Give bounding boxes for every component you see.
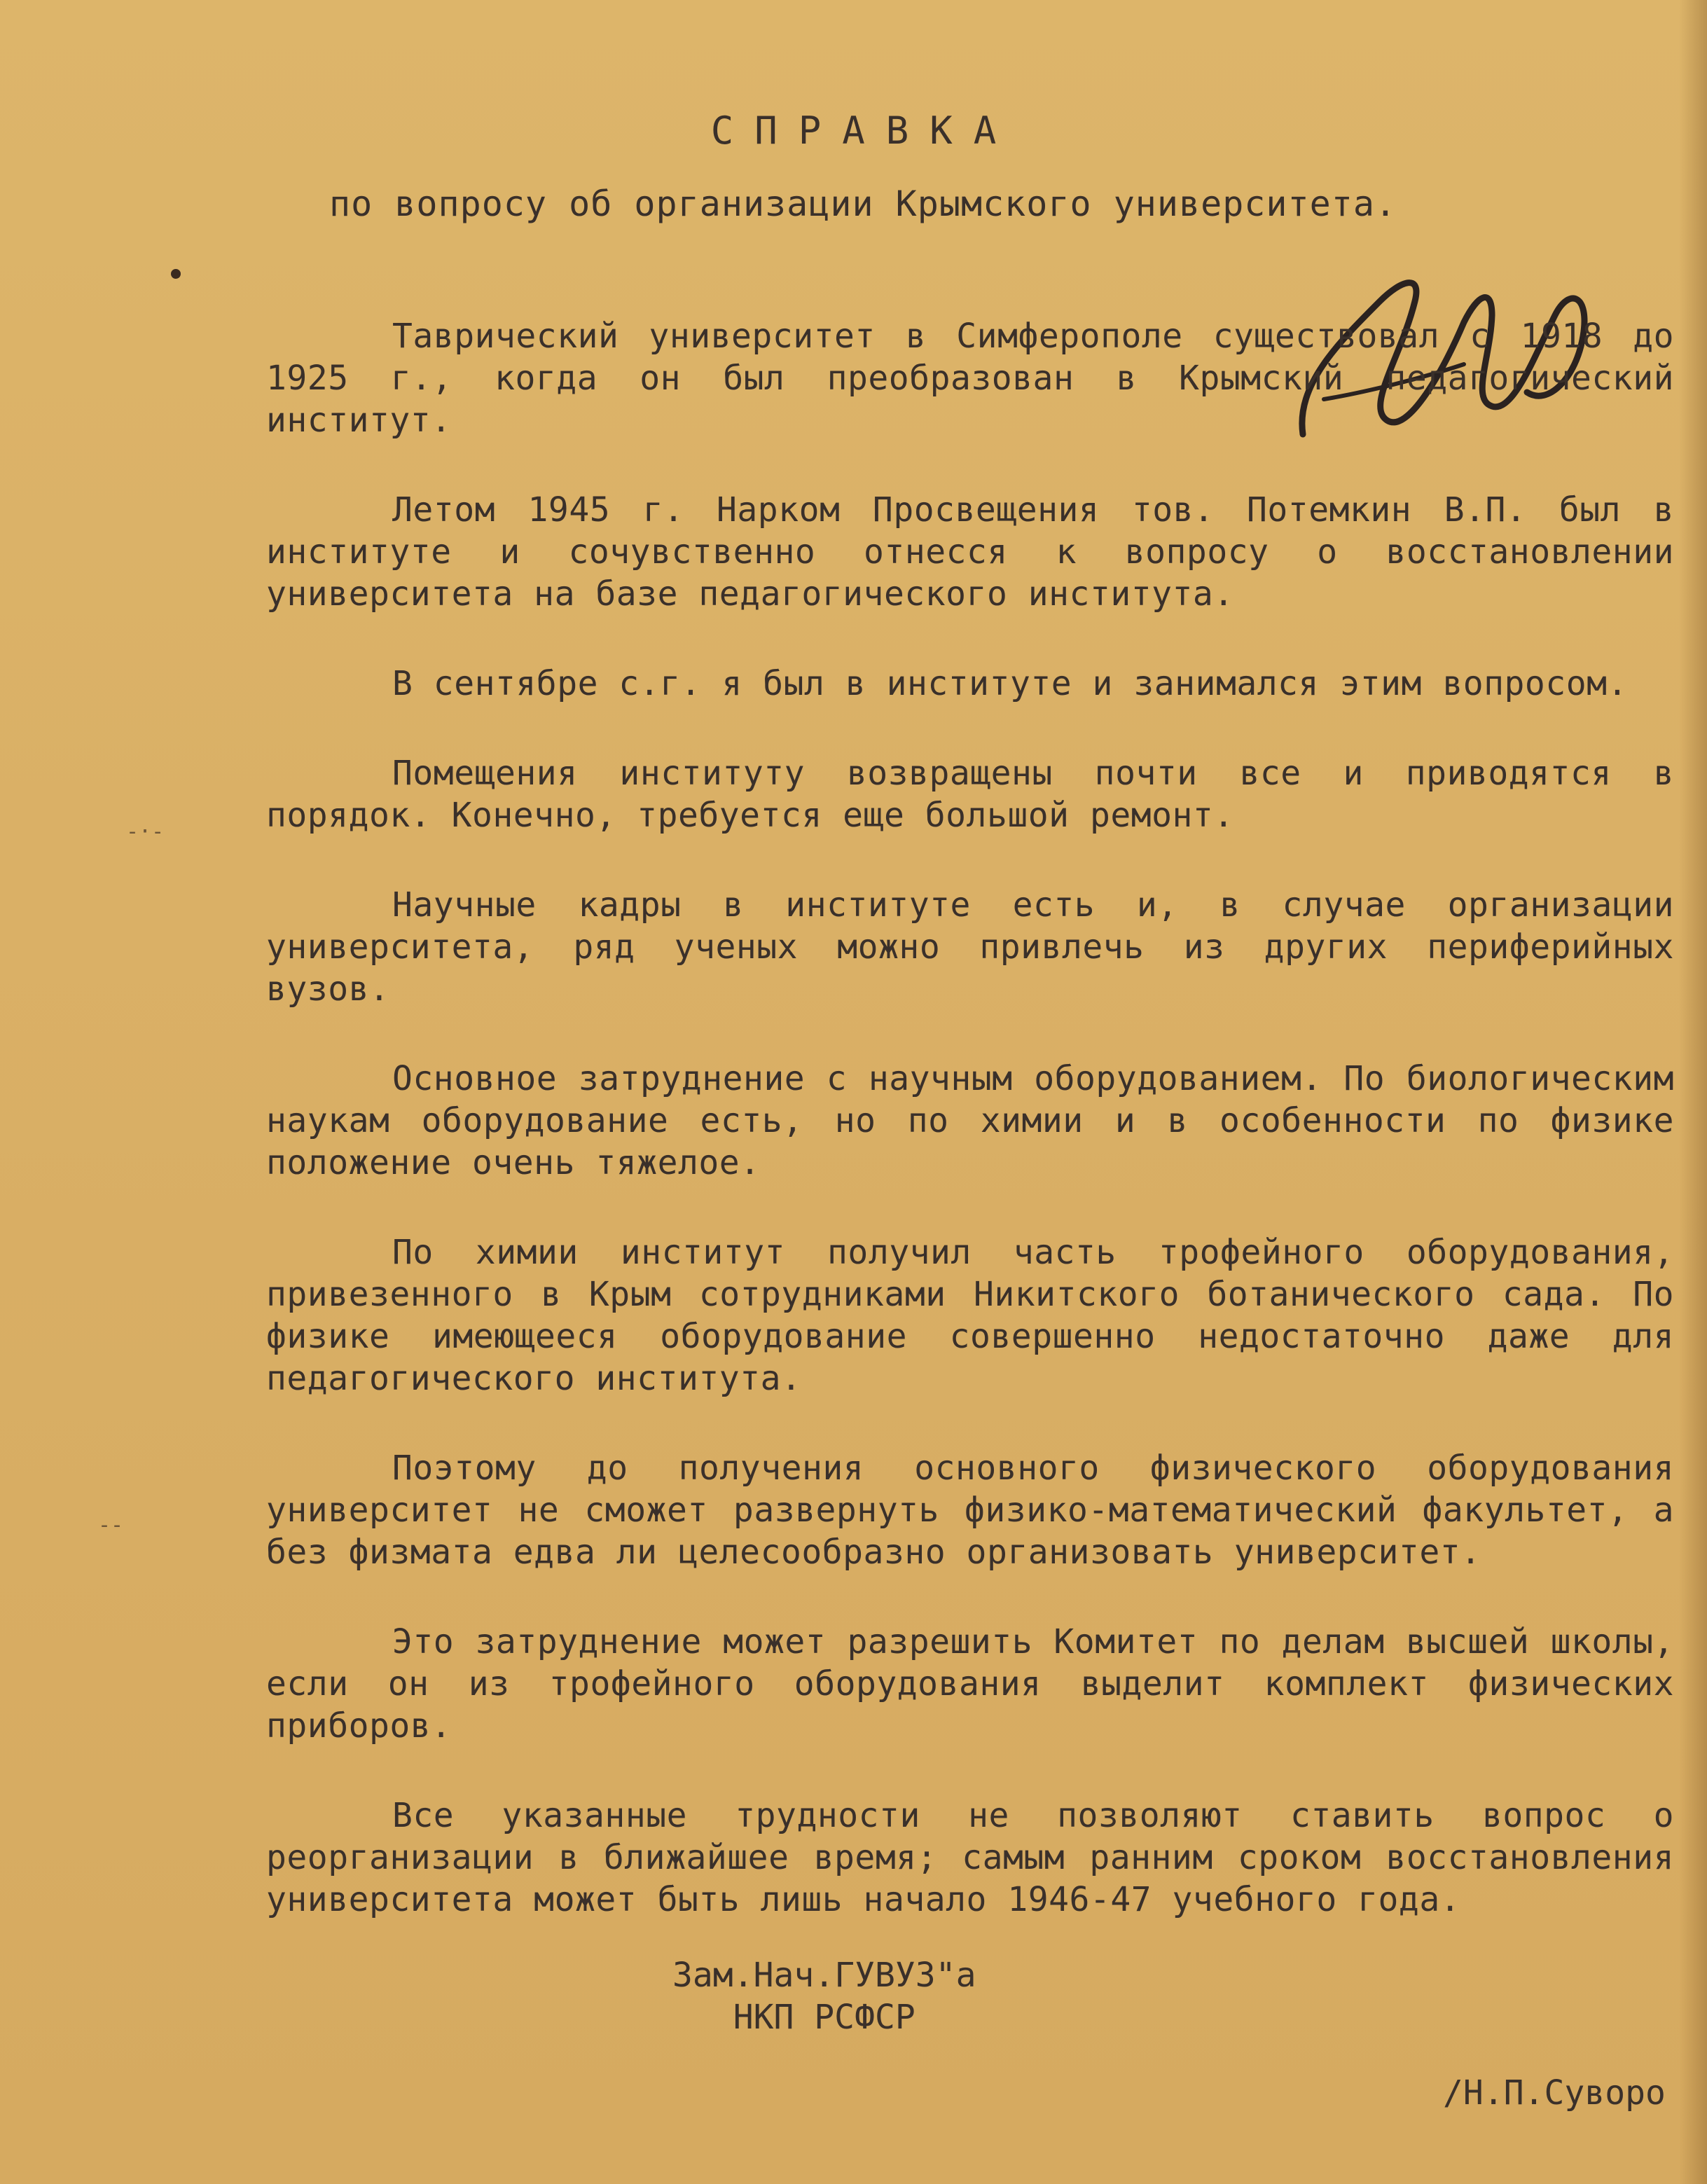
paragraph: Это затруднение может разрешить Комитет по делам высшей школы, если он из трофейного оборудования выделит комплект физических приборов. (266, 1622, 1674, 1746)
paragraph: Все указанные трудности не позволяют ставить вопрос о реорганизации в ближайшее время; самым ранним сроком восстановления университета может быть лишь начало 1946-47 учебного года. (266, 1796, 1674, 1919)
document-title: СПРАВКА (710, 109, 1018, 153)
edge-mark: -·- (126, 820, 165, 844)
signature-position-line2: НКП РСФСР (733, 1998, 915, 2037)
paragraph: Летом 1945 г. Нарком Просвещения тов. Потемкин В.П. был в институте и сочувственно отнесся к вопросу о восстановлении университета на базе педагогического института. (266, 490, 1674, 614)
paragraph: Научные кадры в институте есть и, в случае организации университета, ряд ученых можно привлечь из других периферийных вузов. (266, 885, 1674, 1009)
signature-name: /Н.П.Суворо (1443, 2073, 1666, 2113)
paragraph: Таврический университет в Симферополе существовал с 1918 до 1925 г., когда он был преобразован в Крымский педагогический институт. (266, 317, 1674, 440)
signature-block (672, 1954, 976, 2038)
edge-mark: -- (98, 1513, 124, 1537)
paragraph: Помещения институту возвращены почти все и приводятся в порядок. Конечно, требуется еще большой ремонт. (266, 754, 1674, 835)
paragraph: В сентябре с.г. я был в институте и занимался этим вопросом. (392, 664, 1628, 703)
paragraph: Поэтому до получения основного физического оборудования университет не сможет развернуть физико-математический факультет, а без физмата едва ли целесообразно организовать университет. (266, 1449, 1674, 1572)
paragraph: Основное затруднение с научным оборудованием. По биологическим наукам оборудование есть, но по химии и в особенности по физике положение очень тяжелое. (266, 1059, 1674, 1182)
document-body (266, 315, 1674, 1968)
punch-hole (171, 269, 181, 279)
signature-position-line1: Зам.Нач.ГУВУЗ"а (672, 1956, 976, 1995)
paragraph: По химии институт получил часть трофейного оборудования, привезенного в Крым сотрудниками Никитского ботанического сада. По физике имеющееся оборудование совершенно недостаточно даже для педагогического института. (266, 1233, 1674, 1398)
document-subtitle: по вопросу об организации Крымского университета. (329, 184, 1397, 224)
